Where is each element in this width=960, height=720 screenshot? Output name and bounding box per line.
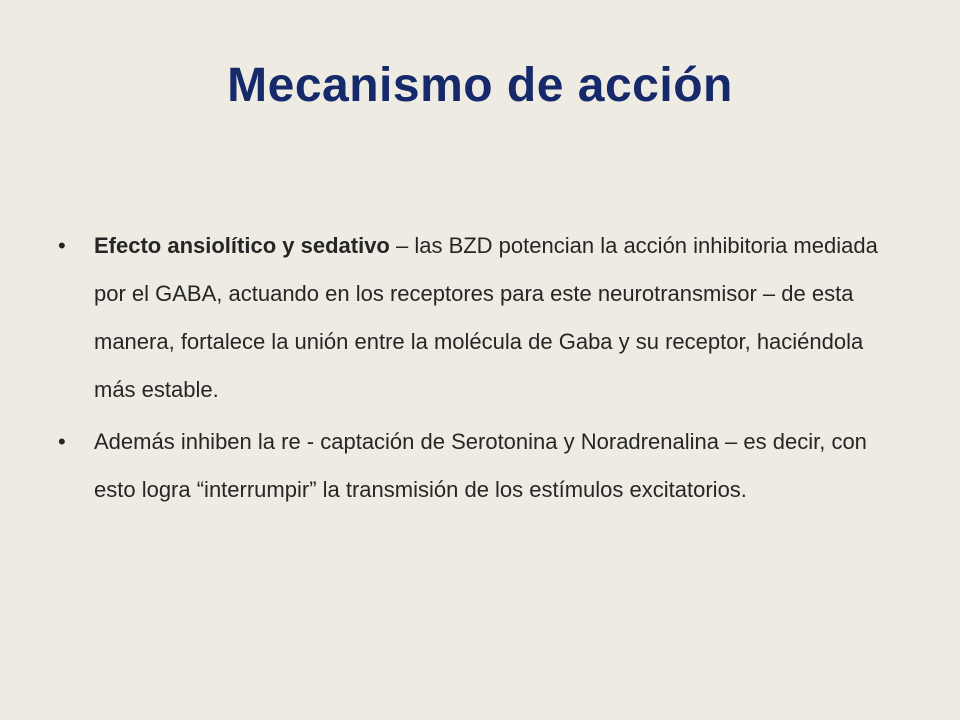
bullet-item xyxy=(58,222,908,414)
bullet-list xyxy=(58,222,908,518)
slide-title: Mecanismo de acción xyxy=(227,59,733,112)
bullet-body-text: – las BZD potencian la acción inhibitoria mediada por el GABA, actuando en los receptores para este neurotransmisor – de esta manera, fortalece la unión entre la molécula de Gaba y su receptor, haciéndola más estable. xyxy=(94,233,878,402)
bullet-icon: • xyxy=(58,233,66,258)
bullet-text xyxy=(94,233,878,402)
bullet-item xyxy=(58,418,908,514)
bullet-bold-text: Efecto ansiolítico y sedativo xyxy=(94,233,390,258)
bullet-text xyxy=(94,429,867,502)
bullet-body-text: Además inhiben la re - captación de Serotonina y Noradrenalina – es decir, con esto logra “interrumpir” la transmisión de los estímulos excitatorios. xyxy=(94,429,867,502)
bullet-icon: • xyxy=(58,429,66,454)
